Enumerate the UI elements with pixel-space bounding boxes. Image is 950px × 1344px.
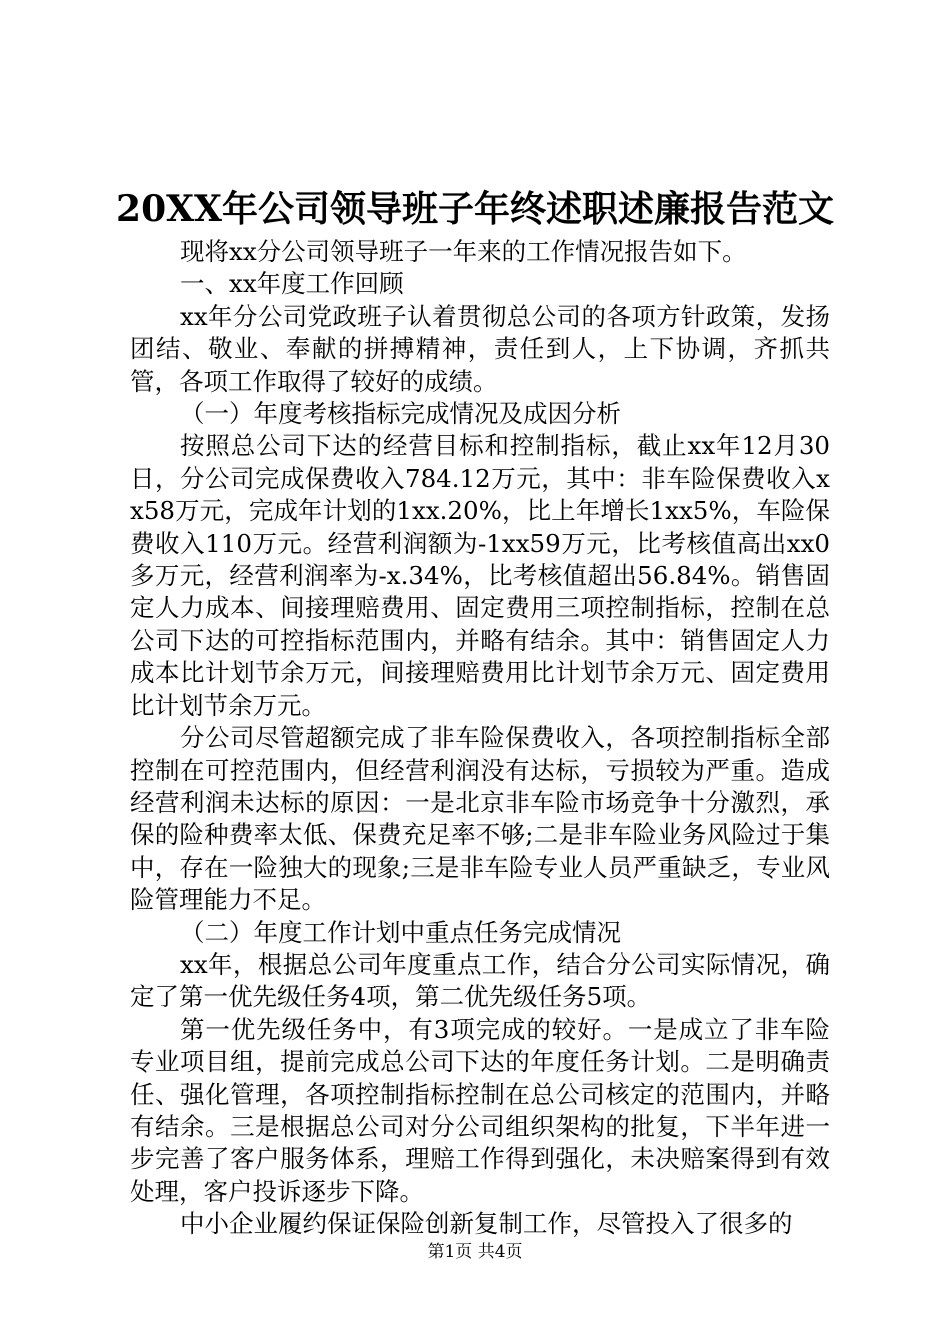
paragraph: xx年分公司党政班子认着贯彻总公司的各项方针政策，发扬团结、敬业、奉献的拼搏精神，责任到人，上下协调，齐抓共管，各项工作取得了较好的成绩。 [130, 301, 830, 396]
paragraph: 现将xx分公司领导班子一年来的工作情况报告如下。 [180, 237, 747, 266]
paragraph: 分公司尽管超额完成了非车险保费收入，各项控制指标全部控制在可控范围内，但经营利润没有达标，亏损较为严重。造成经营利润未达标的原因：一是北京非车险市场竞争十分激烈，承保的险种费率太低、保费充足率不够;二是非车险业务风险过于集中，存在一险独大的现象;三是非车险专业人员严重缺乏，专业风险管理能力不足。 [130, 723, 830, 915]
subsection-heading: （一）年度考核指标完成情况及成因分析 [180, 399, 621, 429]
paragraph: xx年，根据总公司年度重点工作，结合分公司实际情况，确定了第一优先级任务4项，第二优先级任务5项。 [130, 949, 830, 1012]
page-number-footer: 第1页 共4页 [427, 1242, 523, 1262]
paragraph: 中小企业履约保证保险创新复制工作，尽管投入了很多的 [180, 1209, 793, 1239]
section-heading: 一、xx年度工作回顾 [180, 269, 404, 299]
paragraph: 第一优先级任务中，有3项完成的较好。一是成立了非车险专业项目组，提前完成总公司下达的年度任务计划。二是明确责任、强化管理，各项控制指标控制在总公司核定的范围内，并略有结余。三是根据总公司对分公司组织架构的批复，下半年进一步完善了客户服务体系，理赔工作得到强化，未决赔案得到有效处理，客户投诉逐步下降。 [130, 1014, 830, 1206]
paragraph: 按照总公司下达的经营目标和控制指标，截止xx年12月30日，分公司完成保费收入784.12万元，其中：非车险保费收入xx58万元，完成年计划的1xx.20%，比上年增长1xx5%，车险保费收入110万元。经营利润额为-1xx59万元，比考核值高出xx0多万元，经营利润率为-x.34%，比考核值超出56.84%。销售固定人力成本、间接理赔费用、固定费用三项控制指标，控制在总公司下达的可控指标范围内，并略有结余。其中：销售固定人力成本比计划节余万元，间接理赔费用比计划节余万元、固定费用比计划节余万元。 [130, 431, 830, 720]
subsection-heading: （二）年度工作计划中重点任务完成情况 [180, 917, 621, 947]
document-title: 20XX年公司领导班子年终述职述廉报告范文 [116, 188, 834, 230]
document-body [130, 236, 830, 1241]
